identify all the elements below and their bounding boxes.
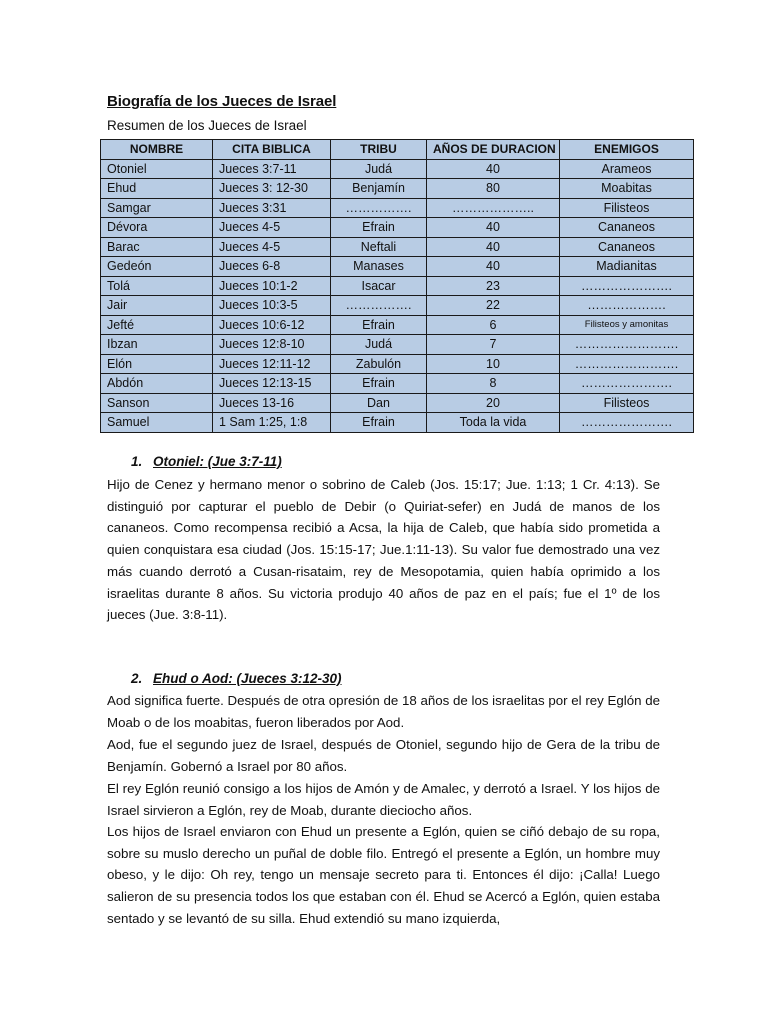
paragraph-ehud-4: Los hijos de Israel enviaron con Ehud un presente a Eglón, quien se ciñó debajo de su ropa, sobre su muslo derecho un puñal de doble filo. Entregó el presente a Eglón, un hombre muy obeso, y le dijo: Oh rey, tengo un mensaje secreto para ti. Entonces él dijo: ¡Calla! Luego salieron de su presencia todos los que estaban con él. Ehud se Acercó a Eglón, quien estaba sentado y se levantó de su silla. Ehud extendió su mano izquierda, bbox=[107, 824, 660, 926]
cell-enemigos: Cananeos bbox=[560, 237, 694, 257]
cell-tribu: ……………. bbox=[331, 296, 427, 316]
cell-anos: ……………….. bbox=[427, 198, 560, 218]
cell-cita: Jueces 4-5 bbox=[213, 237, 331, 257]
cell-nombre: Ibzan bbox=[101, 335, 213, 355]
cell-nombre: Abdón bbox=[101, 374, 213, 394]
header-nombre: NOMBRE bbox=[101, 140, 213, 160]
table-row bbox=[101, 159, 694, 179]
table-row bbox=[101, 237, 694, 257]
cell-tribu: Efrain bbox=[331, 374, 427, 394]
paragraph-ehud-3: El rey Eglón reunió consigo a los hijos de Amón y de Amalec, y derrotó a Israel. Y los hijos de Israel sirvieron a Eglón, rey de Moab, durante dieciocho años. bbox=[107, 781, 660, 818]
cell-enemigos: …………………. bbox=[560, 374, 694, 394]
header-anos: AÑOS DE DURACION bbox=[427, 140, 560, 160]
paragraph-ehud-1: Aod significa fuerte. Después de otra opresión de 18 años de los israelitas por el rey Eglón de Moab o de los moabitas, fueron liberados por Aod. bbox=[107, 693, 660, 730]
table-row bbox=[101, 354, 694, 374]
cell-cita: Jueces 6-8 bbox=[213, 257, 331, 277]
cell-nombre: Sanson bbox=[101, 393, 213, 413]
paragraph-ehud-2: Aod, fue el segundo juez de Israel, después de Otoniel, segundo hijo de Gera de la tribu de Benjamín. Gobernó a Israel por 80 años. bbox=[107, 737, 660, 774]
cell-nombre: Elón bbox=[101, 354, 213, 374]
table-row bbox=[101, 374, 694, 394]
cell-anos: 40 bbox=[427, 218, 560, 238]
cell-tribu: Efrain bbox=[331, 218, 427, 238]
cell-cita: Jueces 10:3-5 bbox=[213, 296, 331, 316]
cell-nombre: Jefté bbox=[101, 315, 213, 335]
cell-enemigos: Moabitas bbox=[560, 179, 694, 199]
cell-anos: 80 bbox=[427, 179, 560, 199]
cell-tribu: Zabulón bbox=[331, 354, 427, 374]
cell-enemigos: Filisteos bbox=[560, 198, 694, 218]
paragraph-otoniel: Hijo de Cenez y hermano menor o sobrino de Caleb (Jos. 15:17; Jue. 1:13; 1 Cr. 4:13). Se distinguió por capturar el pueblo de Debir (o Quiriat-sefer) en Judá de manos de los cananeos. Como recompensa recibió a Acsa, la hija de Caleb, que había sido prometida a quien conquistara esa ciudad (Jos. 15:15-17; Jue.1:11-13). Su valor fue demostrado una vez más cuando derrotó a Cusan-risataim, rey de Mesopotamia, quien había oprimido a los israelitas durante 8 años. Su victoria produjo 40 años de paz en el país; fue el 1º de los jueces (Jue. 3:8-11). bbox=[107, 477, 660, 623]
cell-cita: Jueces 13-16 bbox=[213, 393, 331, 413]
cell-anos: 40 bbox=[427, 257, 560, 277]
cell-enemigos: Filisteos bbox=[560, 393, 694, 413]
cell-nombre: Dévora bbox=[101, 218, 213, 238]
cell-cita: Jueces 10:1-2 bbox=[213, 276, 331, 296]
cell-nombre: Gedeón bbox=[101, 257, 213, 277]
cell-nombre: Samgar bbox=[101, 198, 213, 218]
section-number: 2. bbox=[131, 671, 143, 686]
cell-tribu: Benjamín bbox=[331, 179, 427, 199]
cell-tribu: Dan bbox=[331, 393, 427, 413]
table-row bbox=[101, 276, 694, 296]
cell-tribu: Isacar bbox=[331, 276, 427, 296]
cell-tribu: Manases bbox=[331, 257, 427, 277]
cell-enemigos: ……………………. bbox=[560, 335, 694, 355]
section-heading-ehud bbox=[131, 671, 342, 686]
document-title: Biografía de los Jueces de Israel bbox=[107, 93, 337, 110]
cell-nombre: Otoniel bbox=[101, 159, 213, 179]
cell-nombre: Ehud bbox=[101, 179, 213, 199]
cell-tribu: Neftali bbox=[331, 237, 427, 257]
table-row bbox=[101, 413, 694, 433]
table-row bbox=[101, 315, 694, 335]
cell-tribu: Judá bbox=[331, 335, 427, 355]
table-row bbox=[101, 198, 694, 218]
cell-nombre: Barac bbox=[101, 237, 213, 257]
cell-tribu: ……………. bbox=[331, 198, 427, 218]
cell-anos: 10 bbox=[427, 354, 560, 374]
cell-enemigos: Filisteos y amonitas bbox=[560, 315, 694, 335]
cell-anos: 22 bbox=[427, 296, 560, 316]
cell-cita: Jueces 3:31 bbox=[213, 198, 331, 218]
table-row bbox=[101, 393, 694, 413]
cell-cita: Jueces 12:13-15 bbox=[213, 374, 331, 394]
section-heading-otoniel bbox=[131, 454, 282, 469]
cell-enemigos: ………………. bbox=[560, 296, 694, 316]
cell-nombre: Tolá bbox=[101, 276, 213, 296]
cell-anos: 7 bbox=[427, 335, 560, 355]
cell-enemigos: Arameos bbox=[560, 159, 694, 179]
cell-cita: Jueces 10:6-12 bbox=[213, 315, 331, 335]
section-heading-text: Ehud o Aod: (Jueces 3:12-30) bbox=[153, 671, 342, 686]
cell-cita: Jueces 3:7-11 bbox=[213, 159, 331, 179]
cell-tribu: Efrain bbox=[331, 413, 427, 433]
cell-cita: Jueces 4-5 bbox=[213, 218, 331, 238]
cell-enemigos: …………………. bbox=[560, 413, 694, 433]
judges-table bbox=[100, 139, 694, 433]
cell-nombre: Jair bbox=[101, 296, 213, 316]
cell-cita: Jueces 12:8-10 bbox=[213, 335, 331, 355]
cell-enemigos: Madianitas bbox=[560, 257, 694, 277]
cell-cita: Jueces 12:11-12 bbox=[213, 354, 331, 374]
table-row bbox=[101, 335, 694, 355]
header-cita: CITA BIBLICA bbox=[213, 140, 331, 160]
cell-tribu: Efrain bbox=[331, 315, 427, 335]
table-row bbox=[101, 218, 694, 238]
cell-enemigos: Cananeos bbox=[560, 218, 694, 238]
cell-anos: 40 bbox=[427, 159, 560, 179]
table-row bbox=[101, 296, 694, 316]
table-header-row bbox=[101, 140, 694, 160]
cell-enemigos: ……………………. bbox=[560, 354, 694, 374]
section-heading-text: Otoniel: (Jue 3:7-11) bbox=[153, 454, 282, 469]
cell-anos: 23 bbox=[427, 276, 560, 296]
section-number: 1. bbox=[131, 454, 143, 469]
cell-anos: 6 bbox=[427, 315, 560, 335]
header-enemigos: ENEMIGOS bbox=[560, 140, 694, 160]
cell-anos: 40 bbox=[427, 237, 560, 257]
cell-anos: 8 bbox=[427, 374, 560, 394]
table-row bbox=[101, 179, 694, 199]
table-row bbox=[101, 257, 694, 277]
cell-anos: 20 bbox=[427, 393, 560, 413]
cell-anos: Toda la vida bbox=[427, 413, 560, 433]
cell-cita: 1 Sam 1:25, 1:8 bbox=[213, 413, 331, 433]
header-tribu: TRIBU bbox=[331, 140, 427, 160]
document-subtitle: Resumen de los Jueces de Israel bbox=[107, 118, 307, 133]
cell-nombre: Samuel bbox=[101, 413, 213, 433]
cell-enemigos: …………………. bbox=[560, 276, 694, 296]
cell-tribu: Judá bbox=[331, 159, 427, 179]
cell-cita: Jueces 3: 12-30 bbox=[213, 179, 331, 199]
